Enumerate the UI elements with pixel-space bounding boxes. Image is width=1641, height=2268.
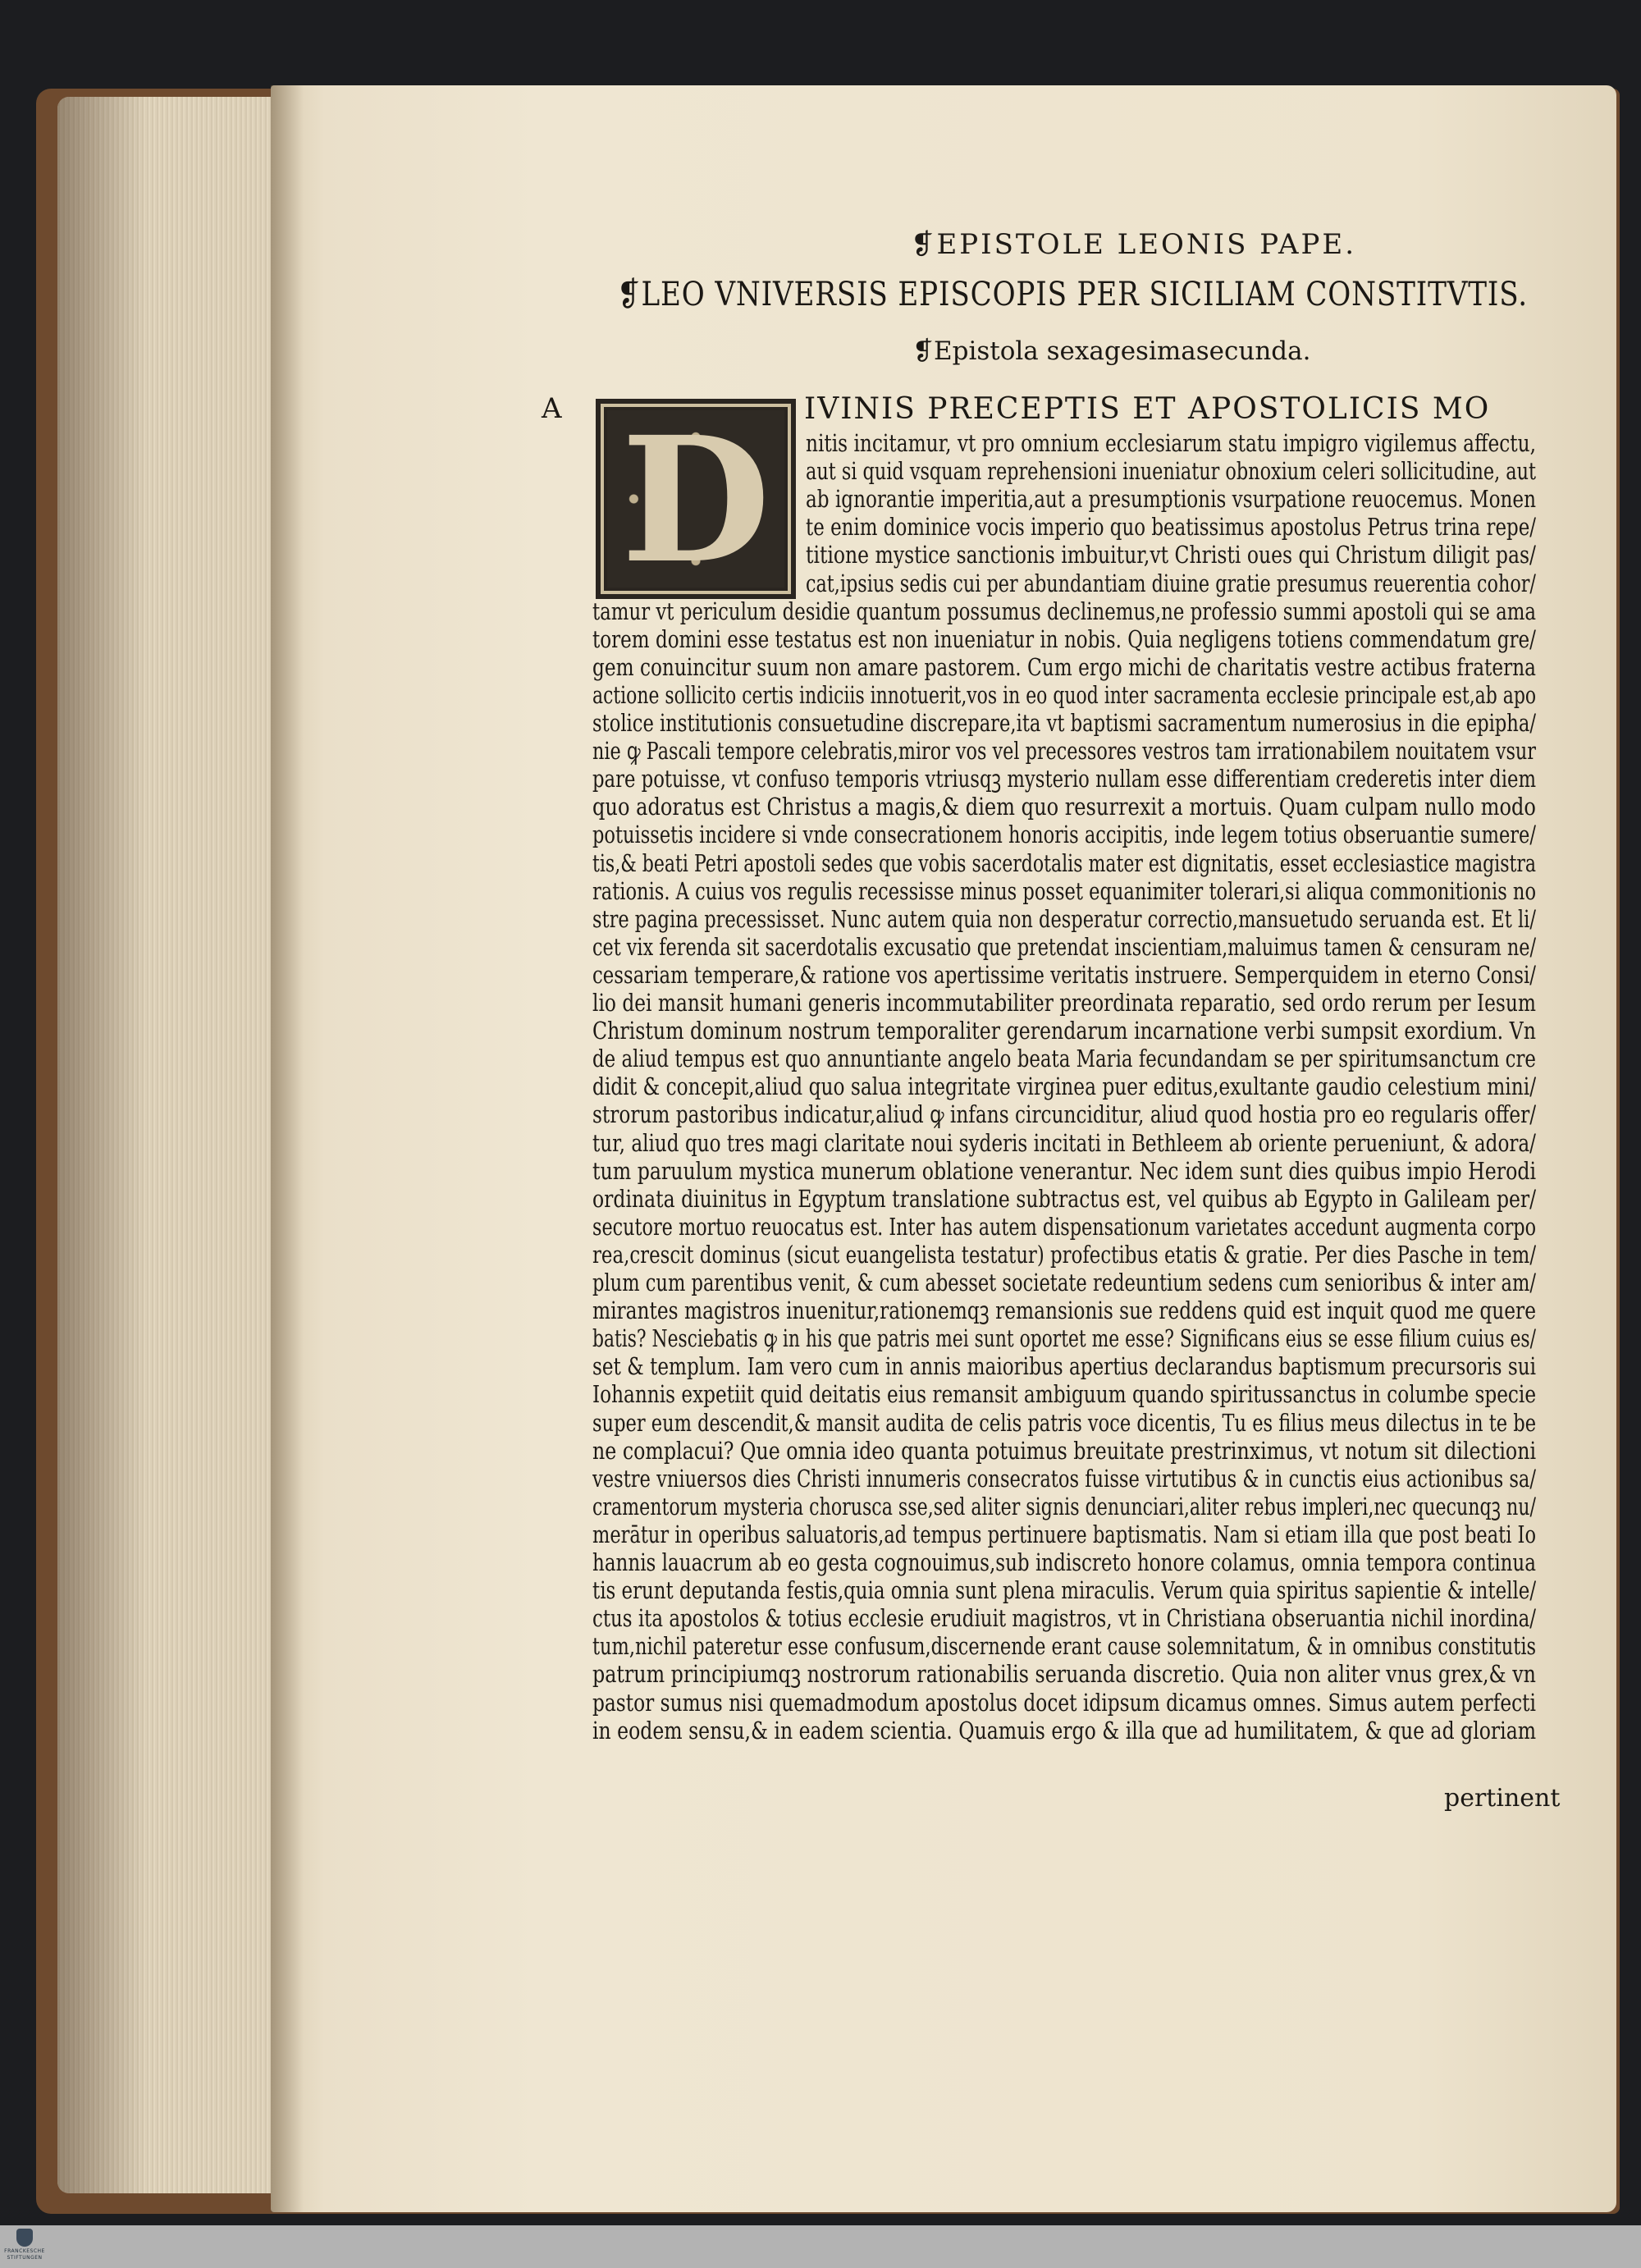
text-line: cessariam temperare,& ratione vos apertissime veritatis instruere. Semperquidem in eterno Consi/ xyxy=(592,961,1536,989)
text-line: mirantes magistros inuenitur,rationemqꝫ remansionis sue reddens quid est inquit quod me quere xyxy=(592,1296,1536,1324)
text-line: ne complacui? Que omnia ideo quanta potuimus breuitate prestrinximus, vt notum sit dilectioni xyxy=(592,1437,1536,1465)
text-line: pastor sumus nisi quemadmodum apostolus docet idipsum dicamus omnes. Simus autem perfecti xyxy=(592,1689,1536,1717)
library-crest-icon xyxy=(16,2229,33,2247)
text-line: actione sollicito certis indiciis innotuerit,vos in eo quod inter sacramenta ecclesie principale est,ab apo xyxy=(592,681,1536,709)
text-line: vestre vniuersos dies Christi innumeris consecratos fuisse virtutibus & in cunctis eius actionibus sa/ xyxy=(592,1465,1536,1493)
text-line: didit & concepit,aliud quo salua integritate virginea puer editus,exultante gaudio celestium mini/ xyxy=(592,1072,1536,1100)
letter-title: ❡LEO VNIVERSIS EPISCOPIS PER SICILIAM CONSTITVTIS. xyxy=(617,276,1528,313)
text-line: set & templum. Iam vero cum in annis maioribus apertius declarandus baptismum precursoris sui xyxy=(592,1352,1536,1380)
letter-subtitle: ❡Epistola sexagesimasecunda. xyxy=(912,336,1311,366)
text-line: cet vix ferenda sit sacerdotalis excusatio que pretendat inscientiam,maluimus tamen & censuram ne/ xyxy=(592,933,1536,961)
text-line: lio dei mansit humani generis incommutabiliter preordinata reparatio, sed ordo rerum per Iesum xyxy=(592,989,1536,1017)
text-line: tis,& beati Petri apostoli sedes que vobis sacerdotalis mater est dignitatis, esset ecclesiastice magistra xyxy=(592,849,1536,877)
text-line: ab ignorantie imperitia,aut a presumptionis vsurpatione reuocemus. Monen xyxy=(806,485,1536,513)
text-line: secutore mortuo reuocatus est. Inter has autem dispensationum varietates accedunt augmenta corpo xyxy=(592,1213,1536,1241)
page-stack-shadow xyxy=(57,97,148,2193)
text-line: te enim dominice vocis imperio quo beatissimus apostolus Petrus trina repe/ xyxy=(806,513,1536,541)
text-line: patrum principiumqꝫ nostrorum rationabilis seruanda discretio. Quia non aliter vnus grex,& vn xyxy=(592,1660,1536,1688)
text-line: de aliud tempus est quo annuntiante angelo beata Maria fecundandam se per spiritumsanctum cre xyxy=(592,1045,1536,1072)
text-line: plum cum parentibus venit, & cum abesset societate redeuntium sedens cum senioribus & inter am/ xyxy=(592,1269,1536,1296)
text-line: tum paruulum mystica munerum oblatione venerantur. Nec idem sunt dies quibus impio Herodi xyxy=(592,1157,1536,1185)
catchword: pertinent xyxy=(1444,1784,1561,1813)
text-line: pare potuisse, vt confuso temporis vtriusqꝫ mysterio nullam esse differentiam crederetis inter diem xyxy=(592,765,1536,793)
library-logo xyxy=(3,2229,46,2265)
text-line: hannis lauacrum ab eo gesta cognouimus,sub indiscreto honore colamus, omnia tempora continua xyxy=(592,1548,1536,1576)
text-line: aut si quid vsquam reprehensioni inueniatur obnoxium celeri sollicitudine, aut xyxy=(806,457,1536,485)
text-line: super eum descendit,& mansit audita de celis patris voce dicentis, Tu es filius meus dilectus in te be xyxy=(592,1409,1536,1437)
text-line: rea,crescit dominus (sicut euangelista testatur) profectibus etatis & gratie. Per dies Pasche in tem/ xyxy=(592,1241,1536,1269)
viewer-footer-bar xyxy=(0,2225,1641,2268)
text-line: ordinata diuinitus in Egyptum translatione subtractus est, vel quibus ab Egypto in Galileam per/ xyxy=(592,1185,1536,1213)
text-line: Christum dominum nostrum temporaliter gerendarum incarnatione verbi sumpsit exordium. Vn xyxy=(592,1017,1536,1045)
text-line: tamur vt periculum desidie quantum possumus declinemus,ne professio summi apostoli qui se ama xyxy=(592,597,1536,625)
text-line: torem domini esse testatus est non inueniatur in nobis. Quia negligens totiens commendatum gre/ xyxy=(592,625,1536,653)
text-line: tur, aliud quo tres magi claritate noui syderis incitati in Bethleem ab oriente perueniunt, & adora/ xyxy=(592,1129,1536,1157)
library-logo-text: FRANCKESCHE STIFTUNGEN xyxy=(4,2248,45,2261)
section-marker: A xyxy=(542,392,562,425)
text-line: nitis incitamur, vt pro omnium ecclesiarum statu impigro vigilemus affectu, xyxy=(806,429,1536,457)
text-line: stre pagina precessisset. Nunc autem quia non desperatur correctio,mansuetudo seruanda est. Et li/ xyxy=(592,905,1536,933)
text-line: quo adoratus est Christus a magis,& diem quo resurrexit a mortuis. Quam culpam nullo modo xyxy=(592,793,1536,821)
text-line: Iohannis expetiit quid deitatis eius remansit ambiguum quando spiritussanctus in columbe specie xyxy=(592,1380,1536,1408)
text-line: titione mystice sanctionis imbuitur,vt Christi oues qui Christum diligit pas/ xyxy=(806,541,1536,569)
text-line: strorum pastoribus indicatur,aliud ꝙ infans circunciditur, aliud quod hostia pro eo regularis offer/ xyxy=(592,1100,1536,1128)
decorated-initial xyxy=(596,399,796,599)
first-line: IVINIS PRECEPTIS ET APOSTOLICIS MO xyxy=(804,392,1491,426)
text-line: nie ꝙ Pascali tempore celebratis,miror vos vel precessores vestros tam irrationabilem nouitatem vsur xyxy=(592,737,1536,765)
text-line: stolice institutionis consuetudine discrepare,ita vt baptismi sacramentum numerosius in die epipha/ xyxy=(592,709,1536,737)
text-line: ctus ita apostolos & totius ecclesie erudiuit magistros, vt in Christiana obseruantia nichil inordina/ xyxy=(592,1604,1536,1632)
text-line: cramentorum mysteria chorusca sse,sed aliter signis denunciari,aliter rebus impleri,nec quecunqꝫ nu/ xyxy=(592,1493,1536,1520)
text-line: rationis. A cuius vos regulis recessisse minus posset equanimiter tolerari,si aliqua commonitionis no xyxy=(592,877,1536,905)
text-line: tum,nichil pateretur esse confusum,discernende erant cause solemnitatum, & in omnibus constitutis xyxy=(592,1632,1536,1660)
initial-letter: D xyxy=(620,399,771,601)
text-line: merātur in operibus saluatoris,ad tempus pertinuere baptismatis. Nam si etiam illa que post beati Io xyxy=(592,1520,1536,1548)
text-line: gem conuincitur suum non amare pastorem. Cum ergo michi de charitatis vestre actibus fraterna xyxy=(592,653,1536,681)
text-line: tis erunt deputanda festis,quia omnia sunt plena miraculis. Verum quia spiritus sapientie & intelle/ xyxy=(592,1576,1536,1604)
text-line: batis? Nesciebatis ꝙ in his que patris mei sunt oportet me esse? Significans eius se esse filium cuius es/ xyxy=(592,1324,1536,1352)
text-line: in eodem sensu,& in eadem scientia. Quamuis ergo & illa que ad humilitatem, & que ad gloriam xyxy=(592,1717,1536,1744)
page-gutter-shadow xyxy=(271,85,304,2212)
text-line: potuissetis incidere si vnde consecrationem honoris accipitis, inde legem totius obseruantie sumere/ xyxy=(592,821,1536,848)
text-line: cat,ipsius sedis cui per abundantiam diuine gratie presumus reuerentia cohor/ xyxy=(806,569,1536,597)
running-head: ❡EPISTOLE LEONIS PAPE. xyxy=(911,228,1357,261)
